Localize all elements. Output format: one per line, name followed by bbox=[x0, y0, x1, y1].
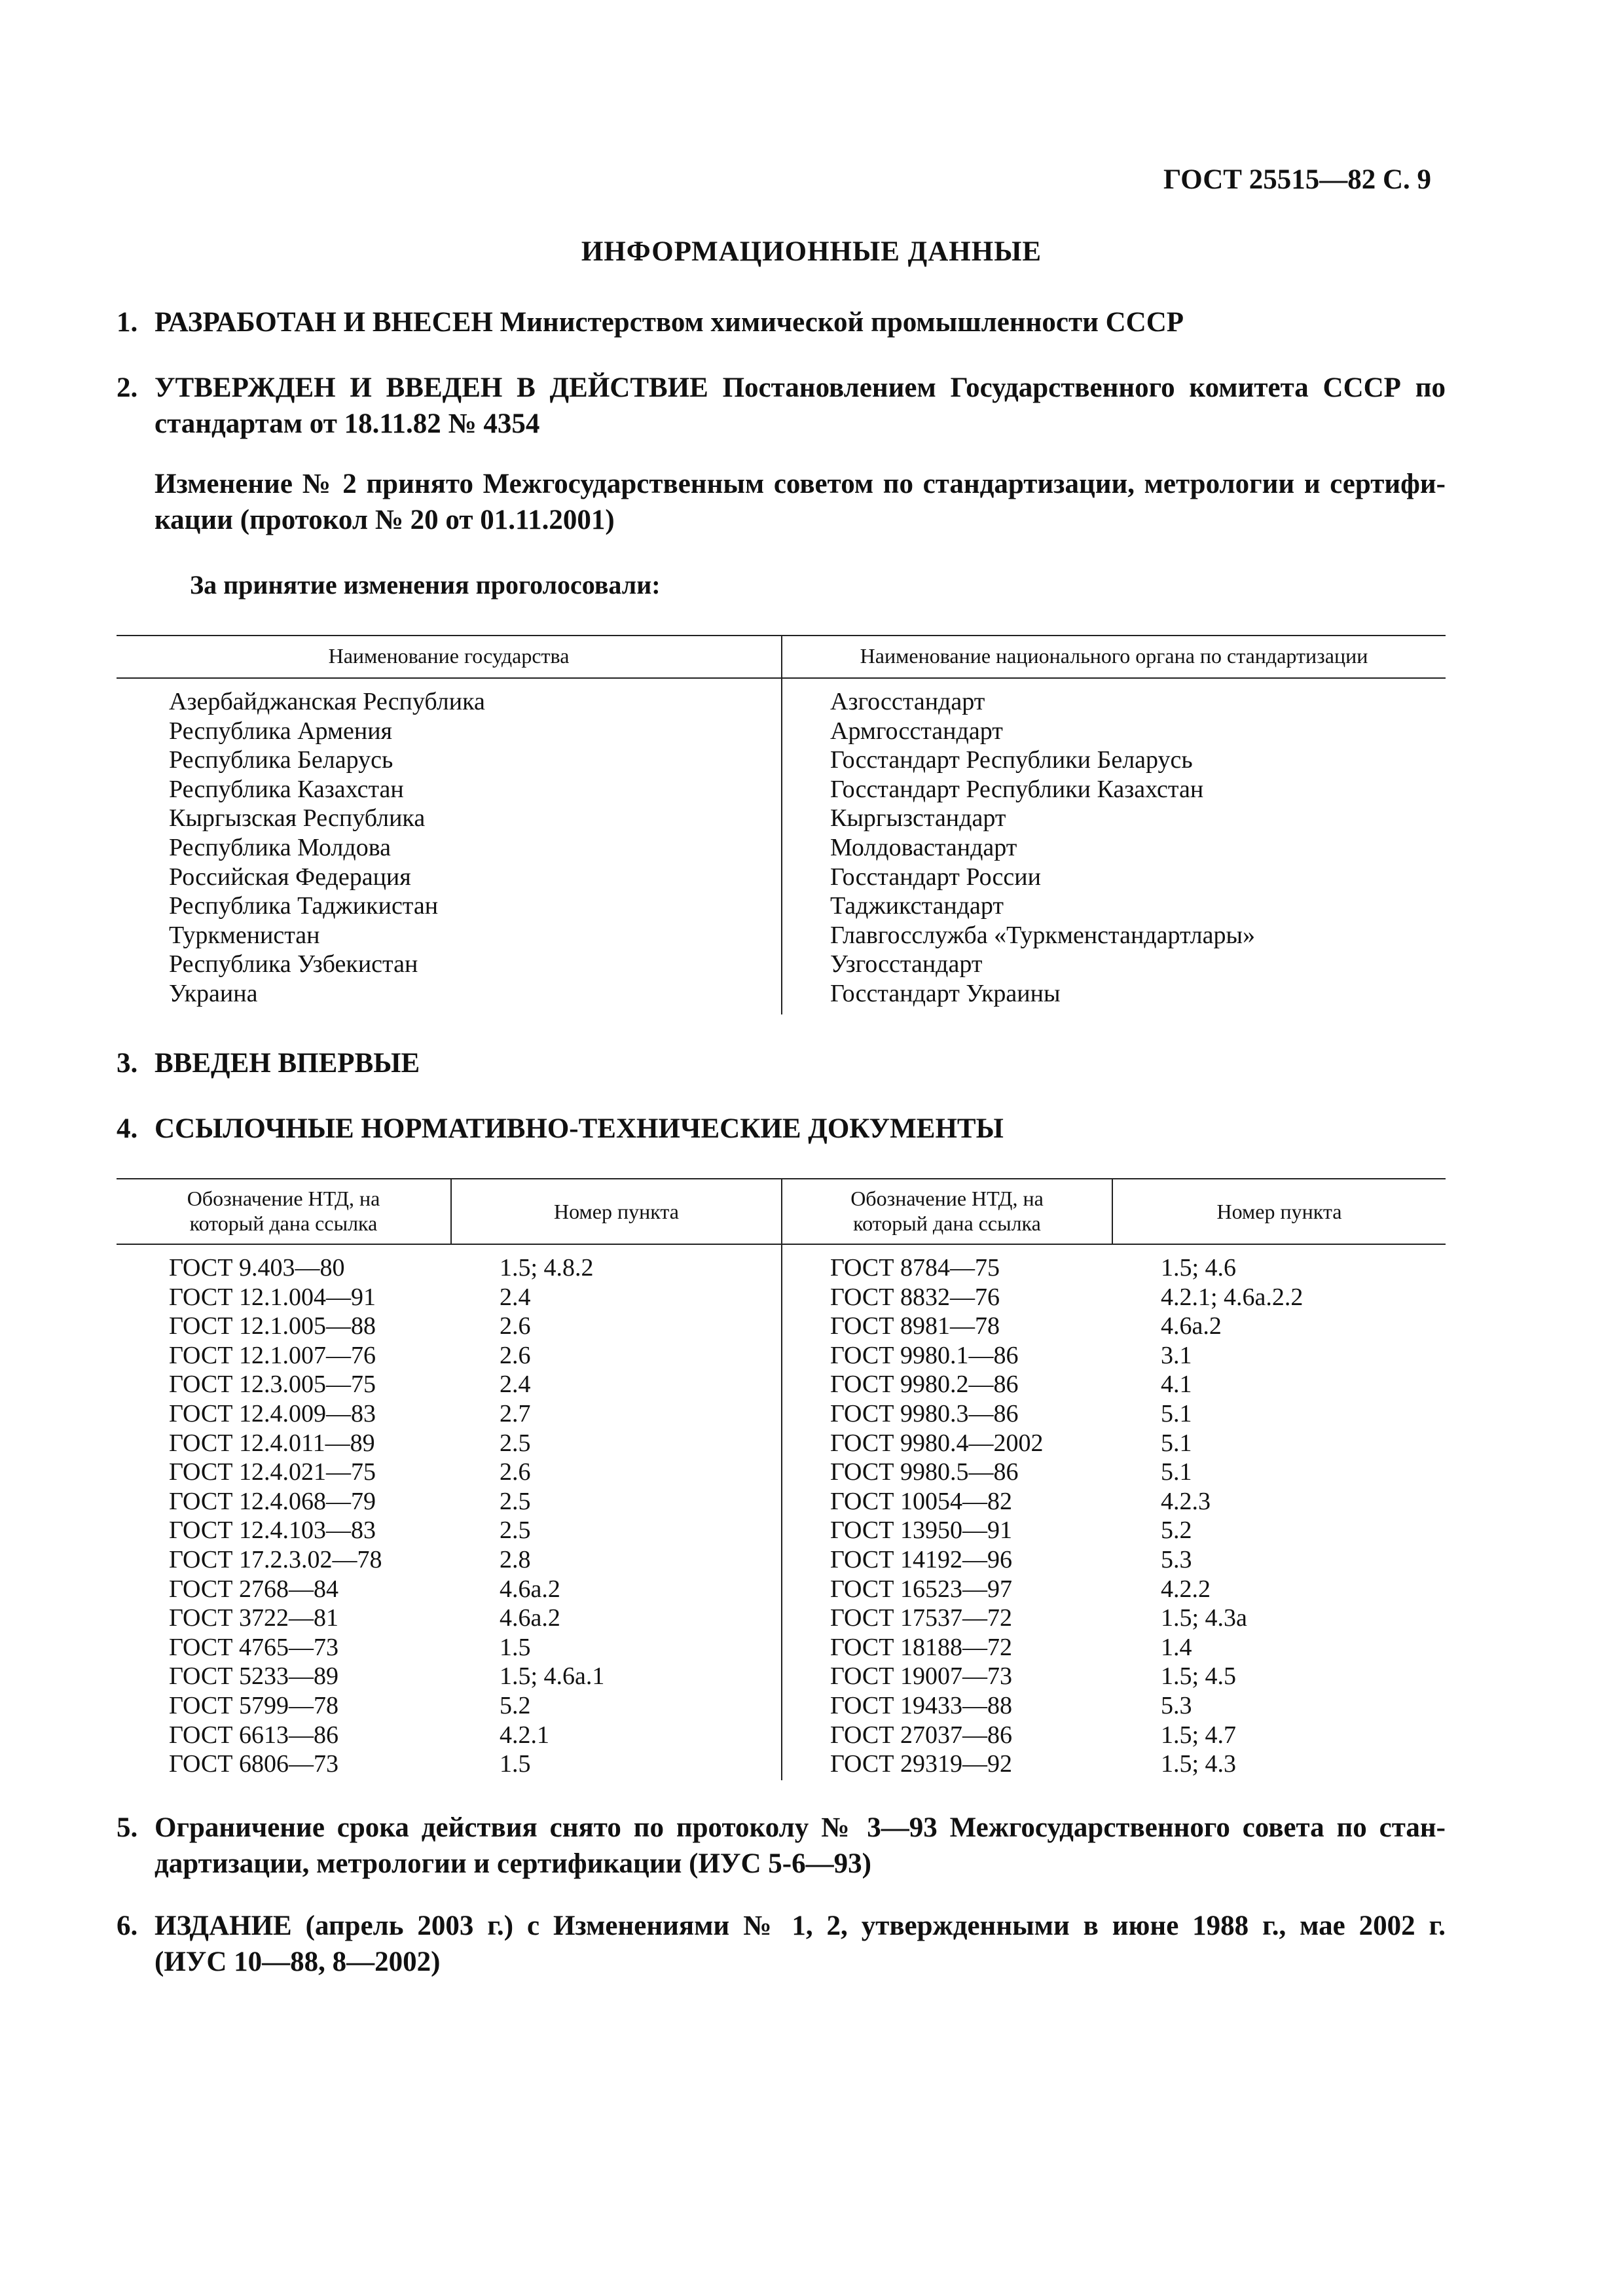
states-table-divider bbox=[781, 635, 782, 1014]
item-1-text: РАЗРАБОТАН И ВНЕСЕН Министерством химической промышленности СССР bbox=[155, 307, 1184, 338]
refs-right-doc-header bbox=[782, 1186, 1112, 1236]
item-4-number: 4. bbox=[117, 1113, 138, 1144]
item-3-text: ВВЕДЕН ВПЕРВЫЕ bbox=[155, 1048, 420, 1079]
refs-left-items: 1.5; 4.8.2 2.4 2.6 2.6 2.4 2.7 2.5 2.6 2.5 2.5 2.8 4.6а.2 4.6а.2 1.5 1.5; 4.6а.1 5.2 4.2.1 1.5 bbox=[500, 1254, 605, 1778]
item-5 bbox=[117, 1810, 1446, 1882]
item-2-line1: УТВЕРЖДЕН И ВВЕДЕН В ДЕЙСТВИЕ Постановлением Государственного комитета СССР по bbox=[155, 372, 1446, 403]
item-5-line2: дартизации, метрологии и сертификации (ИУС 5-6—93) bbox=[155, 1848, 871, 1879]
item-4-text: ССЫЛОЧНЫЕ НОРМАТИВНО-ТЕХНИЧЕСКИЕ ДОКУМЕНТЫ bbox=[155, 1113, 1004, 1144]
refs-right-docs: ГОСТ 8784—75 ГОСТ 8832—76 ГОСТ 8981—78 ГОСТ 9980.1—86 ГОСТ 9980.2—86 ГОСТ 9980.3—86 ГОСТ 9980.4—2002 ГОСТ 9980.5—86 ГОСТ 10054—82 ГОСТ 13950—91 ГОСТ 14192—96 ГОСТ 16523—97 ГОСТ 17537—72 ГОСТ 18188—72 ГОСТ 19007—73 ГОСТ 19433—88 ГОСТ 27037—86 ГОСТ 29319—92 bbox=[830, 1254, 1044, 1778]
page-title: ИНФОРМАЦИОННЫЕ ДАННЫЕ bbox=[581, 236, 1042, 267]
bodies-list: Азгосстандарт Армгосстандарт Госстандарт Республики Беларусь Госстандарт Республики Казахстан Кыргызстандарт Молдовастандарт Госстандарт России Таджикстандарт Главгосслужба «Туркменстандартлары» Узгосстандарт Госстандарт Украины bbox=[830, 688, 1256, 1007]
refs-right-doc-header-line2: который дана ссылка bbox=[853, 1211, 1041, 1235]
item-1 bbox=[117, 304, 1446, 340]
refs-divider-middle bbox=[781, 1178, 782, 1780]
item-1-number: 1. bbox=[117, 307, 138, 338]
voted-caption: За принятие изменения проголосовали: bbox=[190, 570, 661, 600]
refs-left-docs: ГОСТ 9.403—80 ГОСТ 12.1.004—91 ГОСТ 12.1.005—88 ГОСТ 12.1.007—76 ГОСТ 12.3.005—75 ГОСТ 12.4.009—83 ГОСТ 12.4.011—89 ГОСТ 12.4.021—75 ГОСТ 12.4.068—79 ГОСТ 12.4.103—83 ГОСТ 17.2.3.02—78 ГОСТ 2768—84 ГОСТ 3722—81 ГОСТ 4765—73 ГОСТ 5233—89 ГОСТ 5799—78 ГОСТ 6613—86 ГОСТ 6806—73 bbox=[169, 1254, 382, 1778]
item-5-number: 5. bbox=[117, 1812, 138, 1843]
refs-left-item-header: Номер пункта bbox=[554, 1200, 679, 1223]
change-line2: кации (протокол № 20 от 01.11.2001) bbox=[155, 505, 615, 535]
refs-left-doc-header-line1: Обозначение НТД, на bbox=[187, 1187, 380, 1210]
item-2-number: 2. bbox=[117, 372, 138, 403]
refs-left-doc-header-line2: который дана ссылка bbox=[189, 1211, 378, 1235]
refs-right-doc-header-line1: Обозначение НТД, на bbox=[850, 1187, 1044, 1210]
document-code: ГОСТ 25515—82 С. 9 bbox=[1163, 164, 1431, 195]
item-2-line2: стандартам от 18.11.82 № 4354 bbox=[155, 408, 540, 439]
item-2 bbox=[117, 370, 1446, 442]
change-paragraph bbox=[155, 466, 1446, 538]
states-header-body: Наименование национального органа по стандартизации bbox=[860, 644, 1368, 668]
refs-right-items: 1.5; 4.6 4.2.1; 4.6а.2.2 4.6а.2 3.1 4.1 5.1 5.1 5.1 4.2.3 5.2 5.3 4.2.2 1.5; 4.3а 1.4 1.5; 4.5 5.3 1.5; 4.7 1.5; 4.3 bbox=[1161, 1254, 1304, 1778]
states-list: Азербайджанская Республика Республика Армения Республика Беларусь Республика Казахстан Кыргызская Республика Республика Молдова Российская Федерация Республика Таджикистан Туркменистан Республика Узбекистан Украина bbox=[169, 688, 485, 1007]
item-6-line2: (ИУС 10—88, 8—2002) bbox=[155, 1946, 441, 1977]
item-6-number: 6. bbox=[117, 1910, 138, 1941]
change-line1: Изменение № 2 принято Межгосударственным советом по стандартизации, метрологии и сертифи- bbox=[155, 469, 1446, 499]
item-6-line1: ИЗДАНИЕ (апрель 2003 г.) с Изменениями № 1, 2, утвержденными в июне 1988 г., мае 2002 г. bbox=[155, 1910, 1446, 1941]
refs-left-doc-header bbox=[117, 1186, 450, 1236]
refs-right-item-header: Номер пункта bbox=[1216, 1200, 1342, 1223]
item-4 bbox=[117, 1111, 1446, 1147]
states-header-country: Наименование государства bbox=[328, 644, 570, 668]
item-3-number: 3. bbox=[117, 1048, 138, 1079]
item-3 bbox=[117, 1045, 1446, 1081]
item-6 bbox=[117, 1908, 1446, 1980]
item-5-line1: Ограничение срока действия снято по протоколу № 3—93 Межгосударственного совета по стан- bbox=[155, 1812, 1446, 1843]
